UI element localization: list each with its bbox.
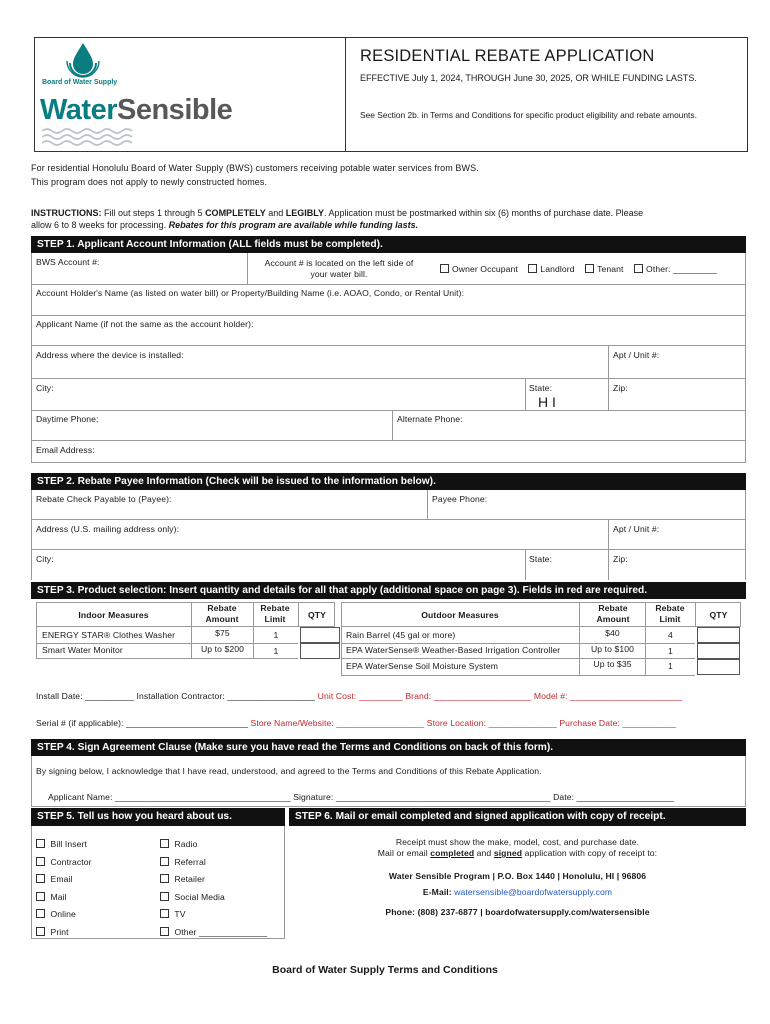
device-address-field[interactable]: Address where the device is installed:	[36, 350, 184, 360]
checkbox-icon[interactable]	[160, 892, 169, 901]
outdoor-rebate-limit-header: Rebate Limit	[655, 603, 685, 624]
effective-dates: EFFECTIVE July 1, 2024, THROUGH June 30, 2025, OR WHILE FUNDING LASTS.	[360, 73, 697, 83]
outdoor-measures-header: Outdoor Measures	[421, 610, 499, 620]
store-location-field[interactable]: Store Location: ______________	[426, 718, 557, 728]
checkbox-icon[interactable]	[585, 264, 594, 273]
state-field[interactable]: State:	[529, 383, 553, 393]
see-section-note: See Section 2b. in Terms and Conditions for specific product eligibility and rebate amounts.	[360, 110, 697, 120]
outdoor-amount: Up to $35	[593, 659, 632, 669]
checkbox-icon[interactable]	[528, 264, 537, 273]
outdoor-item-rain-barrel: Rain Barrel (45 gal or more)	[346, 630, 456, 640]
receipt-requirement: Receipt must show the make, model, cost, and purchase date.	[395, 837, 640, 847]
payee-apt-field[interactable]: Apt / Unit #:	[613, 524, 660, 534]
page-title: RESIDENTIAL REBATE APPLICATION	[360, 47, 655, 65]
signature-date-field[interactable]: Date: ____________________	[553, 792, 675, 802]
indoor-limit: 1	[273, 646, 279, 656]
step5-header: STEP 5. Tell us how you heard about us.	[31, 808, 285, 826]
outdoor-amount: Up to $100	[590, 644, 635, 654]
instructions-completely: COMPLETELY	[205, 208, 266, 218]
store-name-field[interactable]: Store Name/Website: __________________	[250, 718, 425, 728]
step2-row-line	[31, 519, 746, 520]
indoor-qty-header: QTY	[308, 610, 326, 620]
install-date-field[interactable]: Install Date: __________	[36, 691, 134, 701]
option-social-media[interactable]: Social Media	[160, 889, 267, 907]
instructions-line2-a: allow 6 to 8 weeks for processing.	[31, 220, 169, 230]
option-radio[interactable]: Radio	[160, 836, 267, 854]
instructions-and: and	[265, 208, 286, 218]
outdoor-item-irrigation-controller: EPA WaterSense® Weather-Based Irrigation Controller	[346, 645, 561, 655]
step1-col-line	[608, 345, 609, 410]
org-name: Board of Water Supply	[42, 79, 118, 86]
qty-input-rain-barrel[interactable]	[697, 627, 740, 643]
option-contractor[interactable]: Contractor	[36, 854, 92, 872]
step1-col-line	[392, 410, 393, 440]
instructions-text-a: Fill out steps 1 through 5	[101, 208, 206, 218]
signature-field[interactable]: Signature: ____________________________________________	[293, 792, 551, 802]
header-divider	[345, 37, 346, 152]
option-other[interactable]: Other ______________	[160, 924, 267, 942]
option-referral[interactable]: Referral	[160, 854, 267, 872]
terms-heading: Board of Water Supply Terms and Conditions	[272, 964, 498, 976]
step2-col-line	[525, 549, 526, 580]
step4-header: STEP 4. Sign Agreement Clause (Make sure you have read the Terms and Conditions on back of this form).	[31, 739, 746, 756]
instructions	[31, 207, 743, 231]
option-email[interactable]: Email	[36, 871, 92, 889]
daytime-phone-field[interactable]: Daytime Phone:	[36, 414, 99, 424]
heard-about-col-2	[160, 836, 267, 942]
checkbox-icon[interactable]	[634, 264, 643, 273]
outdoor-limit: 1	[668, 646, 673, 656]
qty-input-soil-moisture[interactable]	[697, 659, 740, 675]
install-details-row	[36, 691, 682, 701]
step6-header: STEP 6. Mail or email completed and signed application with copy of receipt.	[289, 808, 746, 826]
outdoor-item-soil-moisture: EPA WaterSense Soil Moisture System	[346, 661, 499, 671]
owner-options	[440, 264, 717, 274]
email-contact: E-Mail: watersensible@boardofwatersupply.com	[422, 887, 613, 897]
checkbox-icon[interactable]	[440, 264, 449, 273]
checkbox-icon[interactable]	[36, 839, 45, 848]
brand-field[interactable]: Brand: ____________________	[405, 691, 532, 701]
indoor-table	[31, 600, 341, 676]
email-address-field[interactable]: Email Address:	[36, 445, 95, 455]
step2-header: STEP 2. Rebate Payee Information (Check will be issued to the information below).	[31, 473, 746, 490]
payee-address-field[interactable]: Address (U.S. mailing address only):	[36, 524, 180, 534]
step3-header: STEP 3. Product selection: Insert quantity and details for all that apply (additional space on page 3). Fields in red are required.	[31, 582, 746, 599]
step1-header: STEP 1. Applicant Account Information (ALL fields must be completed).	[31, 236, 746, 253]
indoor-item-smart-monitor: Smart Water Monitor	[42, 645, 123, 655]
payee-zip-field[interactable]: Zip:	[613, 554, 628, 564]
outdoor-row-line	[341, 675, 695, 676]
indoor-rebate-limit-header: Rebate Limit	[260, 603, 290, 624]
step1-row-line	[31, 440, 746, 441]
outdoor-table	[341, 600, 746, 680]
payee-city-field[interactable]: City:	[36, 554, 54, 564]
qty-input-irrigation-controller[interactable]	[697, 643, 740, 659]
water-drop-icon	[64, 41, 102, 81]
indoor-limit: 1	[273, 630, 279, 640]
checkbox-icon[interactable]	[36, 857, 45, 866]
step1-row-line	[31, 284, 746, 285]
payee-state-field[interactable]: State:	[529, 554, 553, 564]
checkbox-icon[interactable]	[36, 892, 45, 901]
outdoor-amount: $40	[605, 628, 620, 638]
checkbox-icon[interactable]	[36, 927, 45, 936]
option-online[interactable]: Online	[36, 906, 92, 924]
zip-field[interactable]: Zip:	[613, 383, 628, 393]
outdoor-qty-header: QTY	[709, 610, 728, 620]
acknowledgement-text: By signing below, I acknowledge that I have read, understood, and agreed to the Terms and Conditions of this Rebate Application.	[36, 766, 542, 776]
intro-line-2: This program does not apply to newly constructed homes.	[31, 177, 268, 187]
apt-unit-field[interactable]: Apt / Unit #:	[613, 350, 660, 360]
indoor-row-line	[36, 658, 298, 659]
owner-occupant-option[interactable]: Owner Occupant	[440, 264, 518, 274]
payee-phone-field[interactable]: Payee Phone:	[432, 494, 488, 504]
wave-icon	[42, 126, 134, 146]
checkbox-icon[interactable]	[160, 909, 169, 918]
step1-row-line	[31, 378, 746, 379]
heard-about-col-1	[36, 836, 92, 942]
qty-input-clothes-washer[interactable]	[300, 627, 340, 643]
option-print[interactable]: Print	[36, 924, 92, 942]
option-mail[interactable]: Mail	[36, 889, 92, 907]
logo-water-text: Water	[40, 94, 117, 126]
step1-row-line	[31, 410, 746, 411]
option-bill-insert[interactable]: Bill Insert	[36, 836, 92, 854]
payee-name-field[interactable]: Rebate Check Payable to (Payee):	[36, 494, 172, 504]
outdoor-rebate-amount-header: Rebate Amount	[596, 603, 630, 624]
indoor-col-line	[36, 627, 37, 658]
installation-contractor-field[interactable]: Installation Contractor: __________________	[136, 691, 316, 701]
option-retailer[interactable]: Retailer	[160, 871, 267, 889]
signature-row	[48, 792, 674, 802]
step1-col-line	[247, 253, 248, 284]
checkbox-icon[interactable]	[160, 839, 169, 848]
checkbox-icon[interactable]	[160, 857, 169, 866]
step2-col-line	[608, 519, 609, 580]
bws-account-field[interactable]: BWS Account #:	[36, 257, 100, 267]
outdoor-col-line	[341, 627, 342, 675]
option-tv[interactable]: TV	[160, 906, 267, 924]
mailing-address: Water Sensible Program | P.O. Box 1440 | Honolulu, HI | 96806	[388, 871, 647, 881]
intro-line-1: For residential Honolulu Board of Water Supply (BWS) customers receiving potable water services from BWS.	[31, 163, 479, 173]
signer-name-field[interactable]: Applicant Name: ____________________________________	[48, 792, 291, 802]
instructions-legibly: LEGIBLY	[285, 208, 324, 218]
watersensible-logo	[40, 94, 232, 126]
qty-input-smart-monitor[interactable]	[300, 643, 340, 659]
checkbox-icon[interactable]	[36, 909, 45, 918]
alternate-phone-field[interactable]: Alternate Phone:	[397, 414, 463, 424]
logo-sensible-text: Sensible	[117, 94, 233, 126]
account-note-1: Account # is located on the left side of	[264, 258, 414, 268]
checkbox-icon[interactable]	[160, 874, 169, 883]
checkbox-icon[interactable]	[36, 874, 45, 883]
indoor-item-clothes-washer: ENERGY STAR® Clothes Washer	[42, 630, 176, 640]
mail-instructions: Mail or email completed and signed application with copy of receipt to:	[377, 848, 658, 858]
account-holder-name-field[interactable]: Account Holder's Name (as listed on water bill) or Property/Building Name (i.e. AOAO, Condo, or Rental Unit):	[36, 288, 465, 298]
purchase-date-field[interactable]: Purchase Date: ___________	[559, 718, 677, 728]
indoor-rebate-amount-header: Rebate Amount	[205, 603, 239, 624]
indoor-measures-header: Indoor Measures	[78, 610, 149, 620]
instructions-text-b: . Application must be postmarked within six (6) months of purchase date. Please	[323, 208, 644, 218]
phone-contact: Phone: (808) 237-6877 | boardofwatersupply.com/watersensible	[385, 907, 650, 917]
unit-cost-field[interactable]: Unit Cost: _________	[317, 691, 403, 701]
outdoor-limit: 1	[668, 661, 673, 671]
purchase-details-row	[36, 718, 676, 728]
account-note	[249, 258, 429, 280]
step1-row-line	[31, 345, 746, 346]
state-value: H I	[538, 394, 556, 410]
outdoor-limit: 4	[668, 630, 673, 640]
city-field[interactable]: City:	[36, 383, 54, 393]
step2-col-line	[427, 490, 428, 519]
step2-row-line	[31, 549, 746, 550]
step1-row-line	[31, 315, 746, 316]
tenant-option[interactable]: Tenant	[585, 264, 623, 274]
checkbox-icon[interactable]	[160, 927, 169, 936]
other-option[interactable]: Other: _________	[634, 264, 717, 274]
applicant-name-field[interactable]: Applicant Name (if not the same as the account holder):	[36, 319, 254, 329]
indoor-row-line	[36, 643, 298, 644]
step1-col-line	[525, 378, 526, 410]
indoor-amount: $75	[215, 628, 230, 638]
model-field[interactable]: Model #: _______________________	[533, 691, 683, 701]
account-note-2: your water bill.	[310, 269, 368, 279]
instructions-label: INSTRUCTIONS:	[31, 208, 102, 218]
email-link[interactable]: watersensible@boardofwatersupply.com	[454, 887, 613, 897]
instructions-line2-b: Rebates for this program are available while funding lasts.	[168, 220, 419, 230]
indoor-amount: Up to $200	[200, 644, 245, 654]
serial-number-field[interactable]: Serial # (if applicable): _________________________	[36, 718, 248, 728]
landlord-option[interactable]: Landlord	[528, 264, 574, 274]
